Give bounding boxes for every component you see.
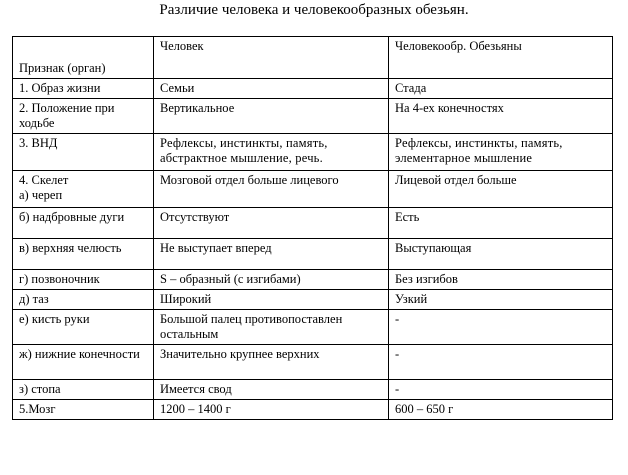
header-human: Человек: [154, 37, 389, 79]
cell-feature: б) надбровные дуги: [13, 208, 154, 239]
cell-apes: Есть: [389, 208, 613, 239]
cell-apes: Лицевой отдел больше: [389, 171, 613, 208]
cell-feature: ж) нижние конечности: [13, 345, 154, 380]
cell-feature: 1. Образ жизни: [13, 79, 154, 99]
cell-human: S – образный (с изгибами): [154, 270, 389, 290]
table-row: [13, 79, 613, 99]
skull-label: а) череп: [19, 188, 63, 202]
table-row: [13, 171, 613, 208]
table-row: [13, 239, 613, 270]
cell-apes: Без изгибов: [389, 270, 613, 290]
cell-apes: Узкий: [389, 290, 613, 310]
table-row: [13, 290, 613, 310]
cell-feature: в) верхняя челюсть: [13, 239, 154, 270]
cell-feature: е) кисть руки: [13, 310, 154, 345]
comparison-table: [12, 36, 613, 420]
header-apes: Человекообр. Обезьяны: [389, 37, 613, 79]
cell-feature: [13, 171, 154, 208]
table-row: [13, 208, 613, 239]
cell-feature: д) таз: [13, 290, 154, 310]
table-row: [13, 270, 613, 290]
cell-apes: На 4-ех конечностях: [389, 99, 613, 134]
cell-feature: 3. ВНД: [13, 134, 154, 171]
cell-apes: -: [389, 345, 613, 380]
header-feature: Признак (орган): [13, 37, 154, 79]
cell-feature: 2. Положение при ходьбе: [13, 99, 154, 134]
table-row: [13, 400, 613, 420]
table-row: [13, 310, 613, 345]
cell-human: Семьи: [154, 79, 389, 99]
cell-human: Большой палец противопоставлен остальным: [154, 310, 389, 345]
table-row: [13, 99, 613, 134]
cell-apes: Рефлексы, инстинкты, память, элементарное мышление: [389, 134, 613, 171]
cell-apes: -: [389, 380, 613, 400]
cell-human: Имеется свод: [154, 380, 389, 400]
cell-human: Мозговой отдел больше лицевого: [154, 171, 389, 208]
table-row: [13, 134, 613, 171]
cell-human: Рефлексы, инстинкты, память, абстрактное мышление, речь.: [154, 134, 389, 171]
cell-human: Отсутствуют: [154, 208, 389, 239]
cell-apes: Выступающая: [389, 239, 613, 270]
cell-human: Вертикальное: [154, 99, 389, 134]
table-row: [13, 380, 613, 400]
cell-feature: г) позвоночник: [13, 270, 154, 290]
cell-human: Не выступает вперед: [154, 239, 389, 270]
cell-feature: з) стопа: [13, 380, 154, 400]
cell-apes: -: [389, 310, 613, 345]
table-header-row: [13, 37, 613, 79]
table-row: [13, 345, 613, 380]
cell-human: 1200 – 1400 г: [154, 400, 389, 420]
cell-feature: 5.Мозг: [13, 400, 154, 420]
cell-apes: Стада: [389, 79, 613, 99]
skeleton-label: 4. Скелет: [19, 173, 69, 187]
page-title: Различие человека и человекообразных обезьян.: [159, 2, 469, 18]
cell-apes: 600 – 650 г: [389, 400, 613, 420]
cell-human: Значительно крупнее верхних: [154, 345, 389, 380]
cell-human: Широкий: [154, 290, 389, 310]
